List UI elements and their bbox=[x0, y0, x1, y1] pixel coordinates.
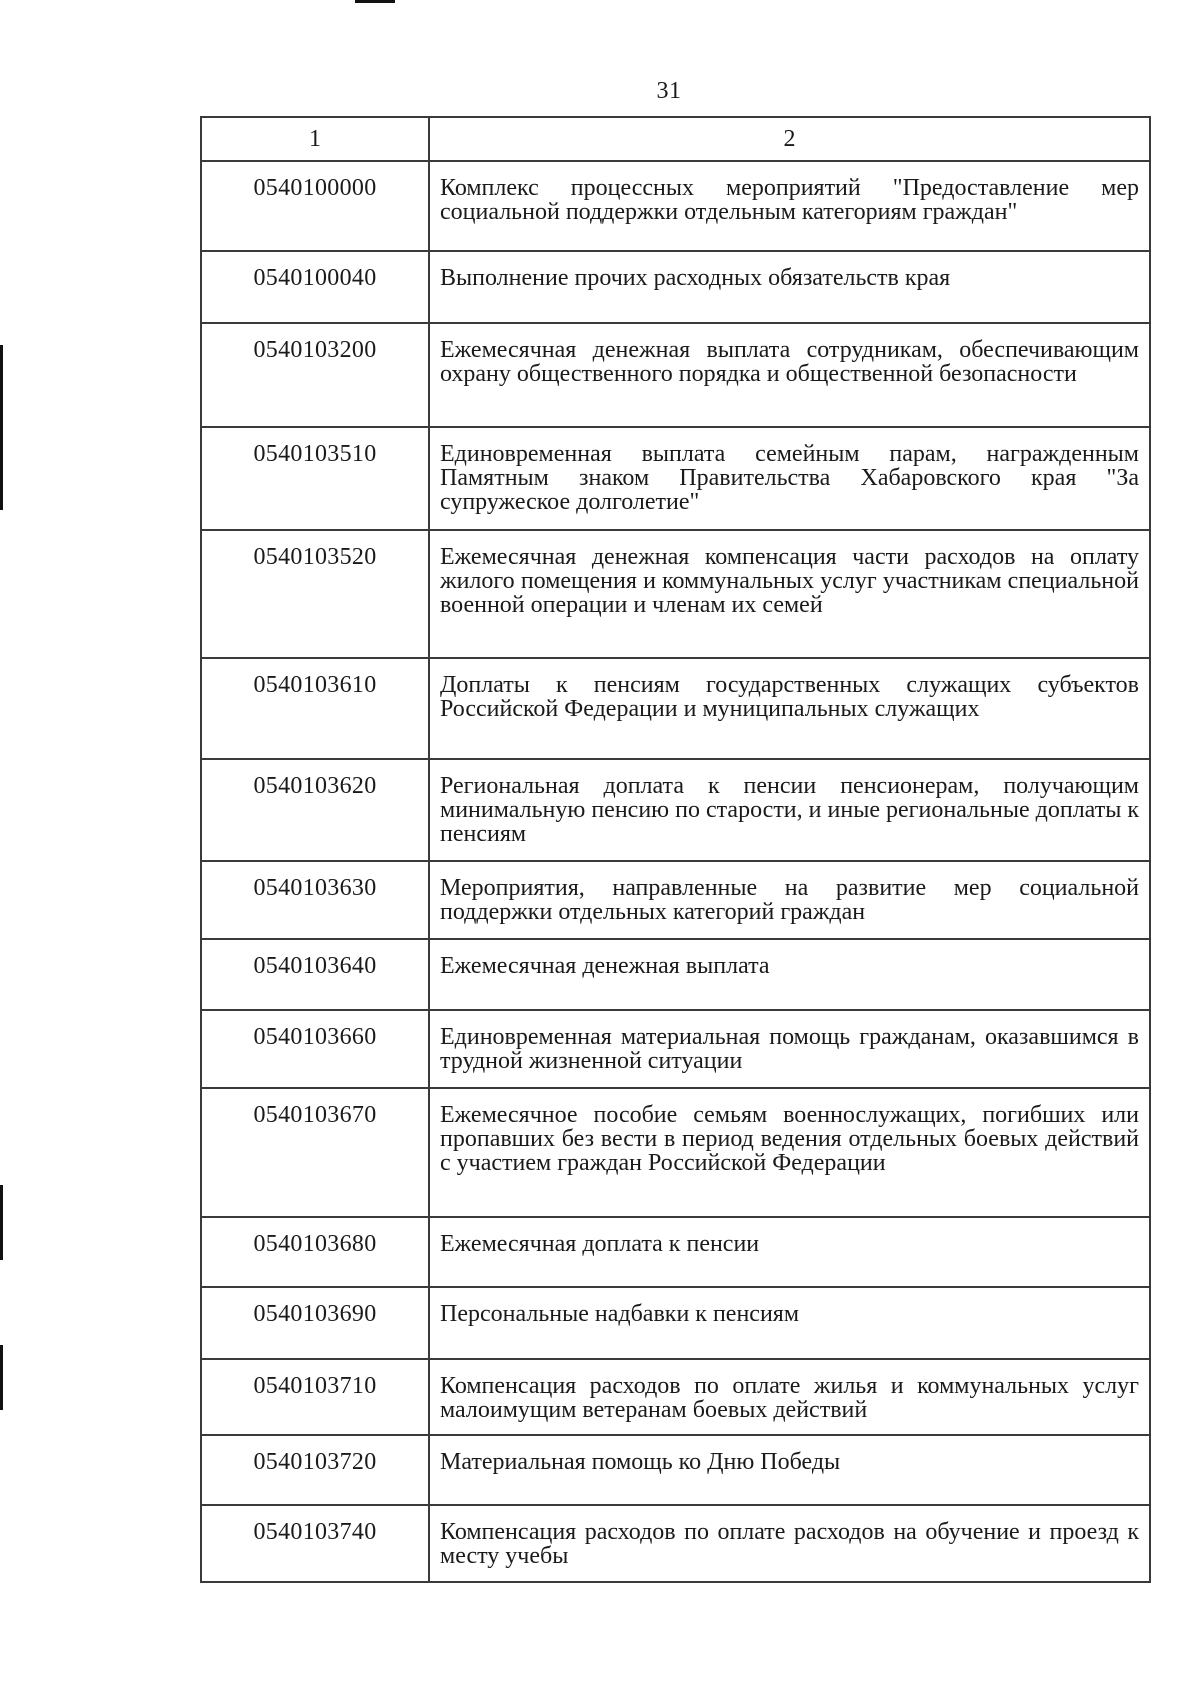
row-code: 0540100000 bbox=[201, 161, 429, 251]
row-description: Материальная помощь ко Дню Победы bbox=[429, 1435, 1150, 1505]
row-code: 0540103520 bbox=[201, 530, 429, 658]
row-description: Ежемесячная доплата к пенсии bbox=[429, 1217, 1150, 1287]
table-row bbox=[201, 861, 1150, 939]
row-code: 0540103710 bbox=[201, 1359, 429, 1435]
row-code: 0540103610 bbox=[201, 658, 429, 759]
table-row bbox=[201, 1088, 1150, 1217]
row-description: Ежемесячная денежная выплата bbox=[429, 939, 1150, 1010]
table-row bbox=[201, 427, 1150, 530]
row-code: 0540103630 bbox=[201, 861, 429, 939]
column-header-2: 2 bbox=[429, 117, 1150, 161]
table-row bbox=[201, 1217, 1150, 1287]
table-row bbox=[201, 161, 1150, 251]
row-description: Ежемесячная денежная выплата сотрудникам, обеспечивающим охрану общественного порядка и общественной безопасности bbox=[429, 323, 1150, 427]
row-description: Персональные надбавки к пенсиям bbox=[429, 1287, 1150, 1359]
table-row bbox=[201, 1287, 1150, 1359]
row-description: Комплекс процессных мероприятий "Предоставление мер социальной поддержки отдельным категориям граждан" bbox=[429, 161, 1150, 251]
row-code: 0540103200 bbox=[201, 323, 429, 427]
table-header-row bbox=[201, 117, 1150, 161]
classification-table bbox=[200, 116, 1151, 1583]
table-row bbox=[201, 1359, 1150, 1435]
table-row bbox=[201, 251, 1150, 323]
row-description: Единовременная выплата семейным парам, награжденным Памятным знаком Правительства Хабаровского края "За супружеское долголетие" bbox=[429, 427, 1150, 530]
row-code: 0540103680 bbox=[201, 1217, 429, 1287]
scan-mark-left-1 bbox=[0, 345, 3, 510]
table-row bbox=[201, 1505, 1150, 1582]
row-description: Региональная доплата к пенсии пенсионерам, получающим минимальную пенсию по старости, и иные региональные доплаты к пенсиям bbox=[429, 759, 1150, 861]
table-row bbox=[201, 759, 1150, 861]
scan-mark-top bbox=[355, 0, 395, 3]
row-description: Ежемесячная денежная компенсация части расходов на оплату жилого помещения и коммунальных услуг участникам специальной военной операции и членам их семей bbox=[429, 530, 1150, 658]
row-description: Выполнение прочих расходных обязательств края bbox=[429, 251, 1150, 323]
row-code: 0540103510 bbox=[201, 427, 429, 530]
scan-mark-left-2 bbox=[0, 1185, 3, 1260]
table-row bbox=[201, 658, 1150, 759]
row-code: 0540103720 bbox=[201, 1435, 429, 1505]
row-code: 0540103670 bbox=[201, 1088, 429, 1217]
row-description: Доплаты к пенсиям государственных служащих субъектов Российской Федерации и муниципальных служащих bbox=[429, 658, 1150, 759]
row-description: Ежемесячное пособие семьям военнослужащих, погибших или пропавших без вести в период ведения отдельных боевых действий с участием граждан Российской Федерации bbox=[429, 1088, 1150, 1217]
table-row bbox=[201, 939, 1150, 1010]
row-code: 0540103690 bbox=[201, 1287, 429, 1359]
row-description: Компенсация расходов по оплате расходов на обучение и проезд к месту учебы bbox=[429, 1505, 1150, 1582]
row-description: Мероприятия, направленные на развитие мер социальной поддержки отдельных категорий граждан bbox=[429, 861, 1150, 939]
row-code: 0540103740 bbox=[201, 1505, 429, 1582]
table-row bbox=[201, 323, 1150, 427]
page-number: 31 bbox=[656, 78, 682, 104]
table-row bbox=[201, 1010, 1150, 1088]
column-header-1: 1 bbox=[201, 117, 429, 161]
row-code: 0540100040 bbox=[201, 251, 429, 323]
row-description: Единовременная материальная помощь гражданам, оказавшимся в трудной жизненной ситуации bbox=[429, 1010, 1150, 1088]
table-row bbox=[201, 530, 1150, 658]
table-row bbox=[201, 1435, 1150, 1505]
row-code: 0540103660 bbox=[201, 1010, 429, 1088]
scan-mark-left-3 bbox=[0, 1345, 3, 1410]
row-code: 0540103620 bbox=[201, 759, 429, 861]
row-description: Компенсация расходов по оплате жилья и коммунальных услуг малоимущим ветеранам боевых действий bbox=[429, 1359, 1150, 1435]
row-code: 0540103640 bbox=[201, 939, 429, 1010]
